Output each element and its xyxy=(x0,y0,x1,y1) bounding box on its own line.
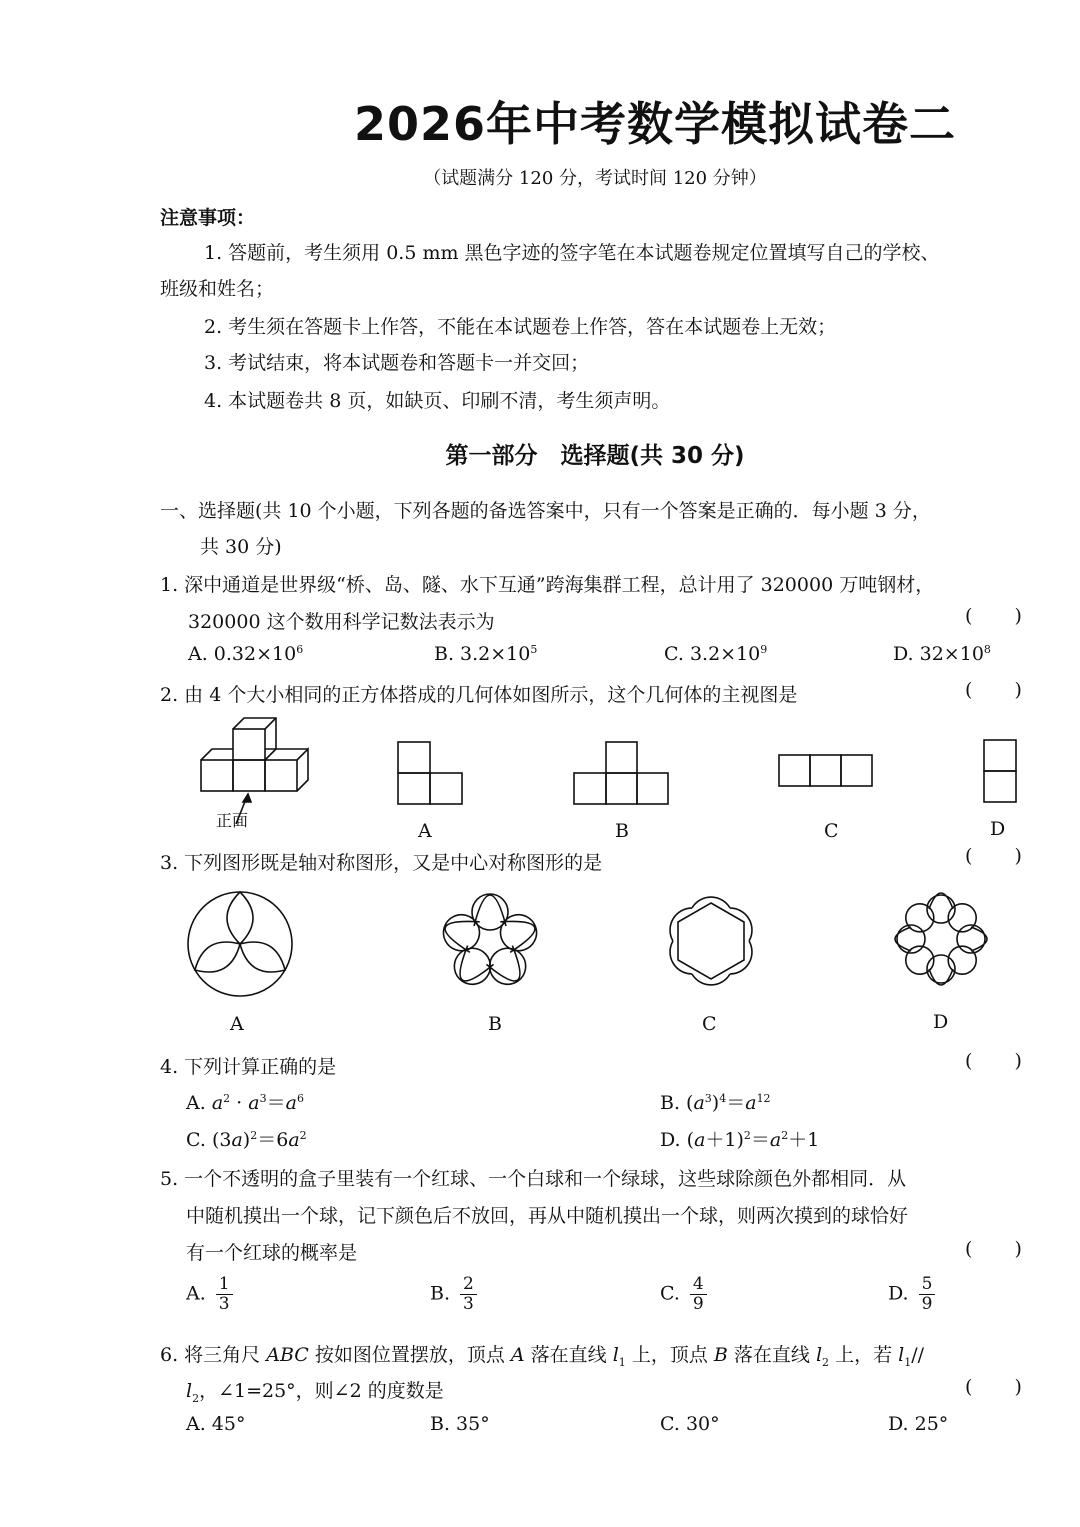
q4-stem: 4. 下列计算正确的是 xyxy=(160,1056,337,1078)
section-title: 第一部分 选择题(共 30 分) xyxy=(445,443,745,469)
q6-option-a: A. 45° xyxy=(186,1413,246,1435)
q6-option-d: D. 25° xyxy=(888,1413,949,1435)
q3-figure-d xyxy=(888,884,994,994)
q6-answer-blank: ( ) xyxy=(965,1376,1040,1398)
q4-answer-blank: ( ) xyxy=(965,1050,1040,1072)
q2-stem: 2. 由 4 个大小相同的正方体搭成的几何体如图所示，这个几何体的主视图是 xyxy=(160,684,798,706)
q2-option-b-view xyxy=(572,740,672,806)
q4-option-d: D. $(a+1)^2=a^2+1$ xyxy=(660,1129,820,1151)
q2-label-c: C xyxy=(824,820,839,842)
q4-option-b: B. $(a^3)^4=a^{12}$ xyxy=(660,1092,771,1114)
q2-label-a: A xyxy=(418,820,432,842)
q6-stem-line2: $l_2$，∠1=25°，则∠2 的度数是 xyxy=(186,1380,444,1405)
page-title: 2026年中考数学模拟试卷二 xyxy=(353,97,957,151)
q6-option-b: B. 35° xyxy=(430,1413,490,1435)
q3-stem: 3. 下列图形既是轴对称图形，又是中心对称图形的是 xyxy=(160,852,603,874)
q1-option-a: A. $0.32\times 10^6$ xyxy=(188,643,304,665)
q1-option-c: C. $3.2\times 10^9$ xyxy=(664,643,768,665)
q1-stem-line1: 1. 深中通道是世界级“桥、岛、隧、水下互通”跨海集群工程，总计用了 320000 万吨钢材， xyxy=(160,574,935,596)
note-4: 4. 本试题卷共 8 页，如缺页、印刷不清，考生须声明。 xyxy=(204,390,671,412)
q2-label-d: D xyxy=(990,818,1006,840)
q3-label-d: D xyxy=(933,1011,949,1033)
q1-option-d: D. $32\times 10^8$ xyxy=(893,643,991,665)
q2-solid-figure xyxy=(196,712,316,832)
q2-option-c-view xyxy=(777,753,877,789)
q5-option-b: B. $\frac{2}{3}$ xyxy=(430,1275,477,1314)
note-1-line1: 1. 答题前，考生须用 0.5 mm 黑色字迹的签字笔在本试题卷规定位置填写自己的学校、 xyxy=(204,242,940,264)
q1-option-b: B. $3.2\times 10^5$ xyxy=(434,643,538,665)
q2-option-d-view xyxy=(982,738,1020,806)
q5-option-d: D. $\frac{5}{9}$ xyxy=(888,1275,935,1314)
note-3: 3. 考试结束，将本试题卷和答题卡一并交回； xyxy=(204,352,590,374)
q5-stem-line1: 5. 一个不透明的盒子里装有一个红球、一个白球和一个绿球，这些球除颜色外都相同．从 xyxy=(160,1168,907,1190)
q3-figure-b xyxy=(430,882,550,1002)
q2-label-b: B xyxy=(615,820,629,842)
q2-option-a-view xyxy=(396,740,466,806)
note-1-line2: 班级和姓名； xyxy=(160,278,275,300)
q5-stem-line2: 中随机摸出一个球，记下颜色后不放回，再从中随机摸出一个球，则两次摸到的球恰好 xyxy=(186,1205,909,1227)
q4-option-a: A. $a^2 \cdot a^3=a^6$ xyxy=(186,1092,304,1114)
exam-info: （试题满分 120 分，考试时间 120 分钟） xyxy=(423,168,767,189)
q5-option-c: C. $\frac{4}{9}$ xyxy=(660,1275,707,1314)
q5-stem-line3: 有一个红球的概率是 xyxy=(186,1242,358,1264)
q3-answer-blank: ( ) xyxy=(965,845,1040,867)
section-intro-line2: 共 30 分) xyxy=(200,536,282,558)
q5-option-a: A. $\frac{1}{3}$ xyxy=(186,1275,233,1314)
q5-answer-blank: ( ) xyxy=(965,1238,1040,1260)
notes-heading: 注意事项： xyxy=(160,207,256,229)
q2-answer-blank: ( ) xyxy=(965,679,1040,701)
q3-label-b: B xyxy=(488,1013,502,1035)
q3-label-c: C xyxy=(702,1013,717,1035)
q3-label-a: A xyxy=(230,1013,244,1035)
q3-figure-a xyxy=(184,888,296,1000)
q3-figure-c xyxy=(658,886,764,996)
q6-option-c: C. 30° xyxy=(660,1413,720,1435)
q1-stem-line2: 320000 这个数用科学记数法表示为 xyxy=(188,611,495,633)
q6-stem-line1: 6. 将三角尺 ABC 按如图位置摆放，顶点 A 落在直线 $l_1$ 上，顶点 B 落在直线 $l_2$ 上，若 $l_1//$ xyxy=(160,1344,925,1369)
section-intro-line1: 一、选择题(共 10 个小题，下列各题的备选答案中，只有一个答案是正确的．每小题 3 分， xyxy=(160,500,931,522)
q1-answer-blank: ( ) xyxy=(965,605,1040,627)
q4-option-c: C. $(3a)^2=6a^2$ xyxy=(186,1129,307,1151)
q2-front-label: 正面 xyxy=(216,811,249,830)
note-2: 2. 考生须在答题卡上作答，不能在本试题卷上作答，答在本试题卷上无效； xyxy=(204,316,837,338)
